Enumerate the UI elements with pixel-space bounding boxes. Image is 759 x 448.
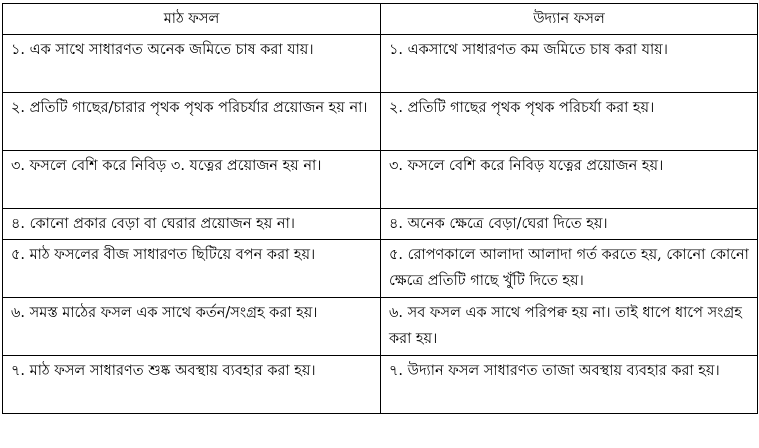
field-crop-cell: ২. প্রতিটি গাছের/চারার পৃথক পৃথক পরিচর্যার প্রয়োজন হয় না। — [3, 93, 381, 151]
table-header-row — [3, 4, 758, 35]
header-field-crop: মাঠ ফসল — [3, 4, 381, 35]
garden-crop-cell: ২. প্রতিটি গাছের পৃথক পৃথক পরিচর্যা করা হয়। — [381, 93, 758, 151]
field-crop-cell: ৬. সমস্ত মাঠের ফসল এক সাথে কর্তন/সংগ্রহ করা হয়। — [3, 298, 381, 356]
header-garden-crop: উদ্যান ফসল — [381, 4, 758, 35]
table-row — [3, 240, 758, 298]
table-row — [3, 209, 758, 240]
garden-crop-cell: ৬. সব ফসল এক সাথে পরিপক্ব হয় না। তাই ধাপে ধাপে সংগ্রহ করা হয়। — [381, 298, 758, 356]
table-row — [3, 151, 758, 209]
table-row — [3, 298, 758, 356]
table-row — [3, 35, 758, 93]
garden-crop-cell: ৭. উদ্যান ফসল সাধারণত তাজা অবস্থায় ব্যবহার করা হয়। — [381, 356, 758, 414]
garden-crop-cell: ৩. ফসলে বেশি করে নিবিড় যত্নের প্রয়োজন হয়। — [381, 151, 758, 209]
field-crop-cell: ৫. মাঠ ফসলের বীজ সাধারণত ছিটিয়ে বপন করা হয়। — [3, 240, 381, 298]
field-crop-cell: ৩. ফসলে বেশি করে নিবিড় ৩. যত্নের প্রয়োজন হয় না। — [3, 151, 381, 209]
field-crop-cell: ৪. কোনো প্রকার বেড়া বা ঘেরার প্রয়োজন হয় না। — [3, 209, 381, 240]
field-crop-cell: ১. এক সাথে সাধারণত অনেক জমিতে চাষ করা যায়। — [3, 35, 381, 93]
comparison-table — [2, 3, 758, 414]
garden-crop-cell: ৫. রোপণকালে আলাদা আলাদা গর্ত করতে হয়, কোনো কোনো ক্ষেত্রে প্রতিটি গাছে খুঁটি দিতে হয়। — [381, 240, 758, 298]
field-crop-cell: ৭. মাঠ ফসল সাধারণত শুষ্ক অবস্থায় ব্যবহার করা হয়। — [3, 356, 381, 414]
table-row — [3, 93, 758, 151]
table-row — [3, 356, 758, 414]
garden-crop-cell: ৪. অনেক ক্ষেত্রে বেড়া/ঘেরা দিতে হয়। — [381, 209, 758, 240]
garden-crop-cell: ১. একসাথে সাধারণত কম জমিতে চাষ করা যায়। — [381, 35, 758, 93]
